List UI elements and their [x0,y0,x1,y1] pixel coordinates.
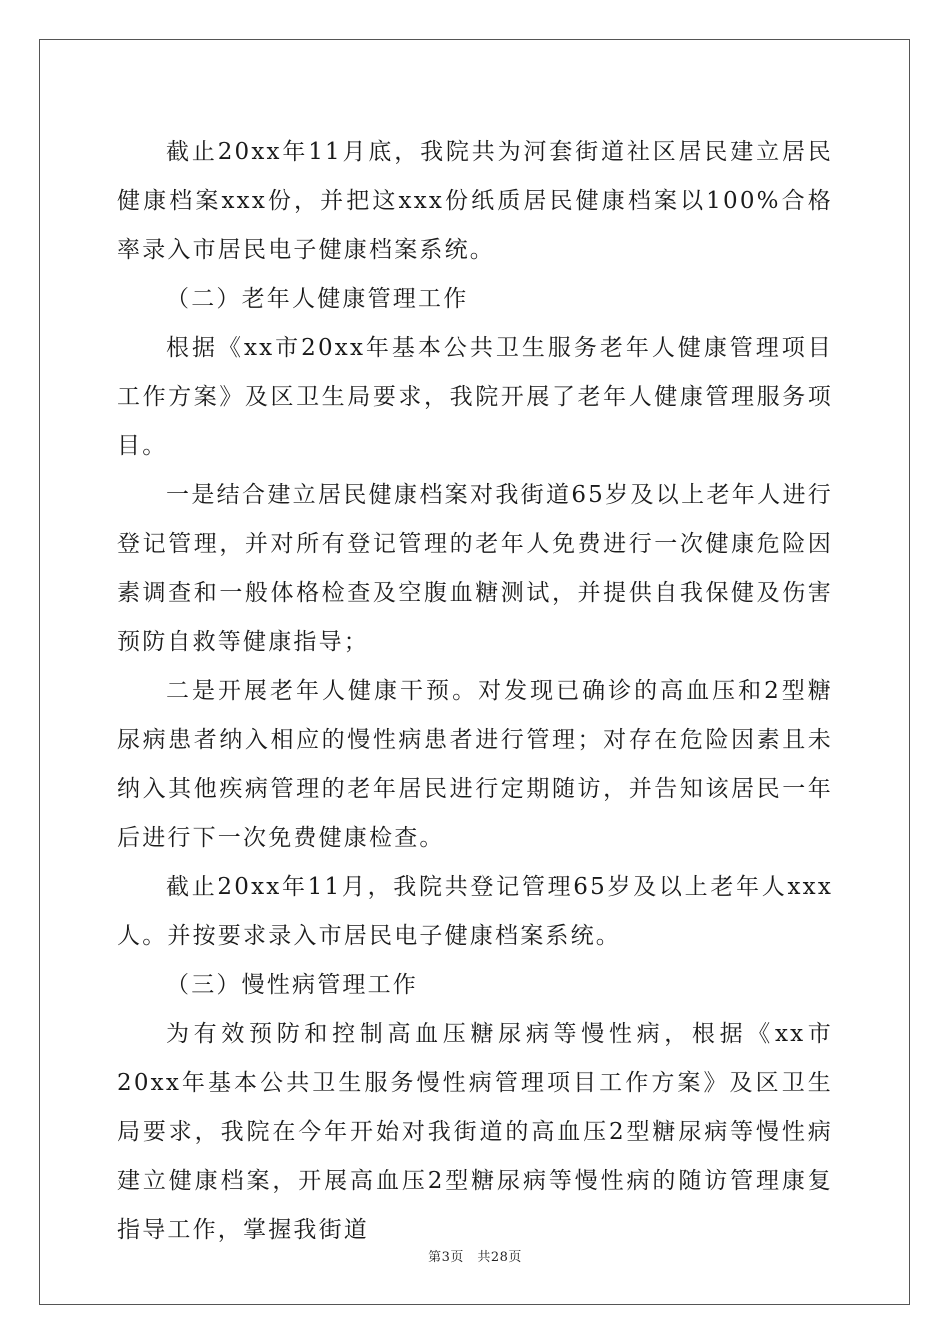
page-number: 第3页 共28页 [428,1250,522,1265]
paragraph-chronic-basis: 为有效预防和控制高血压糖尿病等慢性病，根据《xx市20xx年基本公共卫生服务慢性病管理项目工作方案》及区卫生局要求，我院在今年开始对我街道的高血压2型糖尿病等慢性病建立健康档案，开展高血压2型糖尿病等慢性病的随访管理康复指导工作，掌握我街道 [117,1021,833,1243]
paragraph-elderly-intervention: 二是开展老年人健康干预。对发现已确诊的高血压和2型糖尿病患者纳入相应的慢性病患者进行管理；对存在危险因素且未纳入其他疾病管理的老年居民进行定期随访，并告知该居民一年后进行下一次免费健康检查。 [117,678,833,851]
paragraph-elderly-summary: 截止20xx年11月，我院共登记管理65岁及以上老年人xxx人。并按要求录入市居民电子健康档案系统。 [117,874,833,949]
section-heading-elderly: （二）老年人健康管理工作 [166,286,469,312]
paragraph-elderly-registration: 一是结合建立居民健康档案对我街道65岁及以上老年人进行登记管理，并对所有登记管理的老年人免费进行一次健康危险因素调查和一般体格检查及空腹血糖测试，并提供自我保健及伤害预防自救等健康指导； [117,482,833,655]
paragraph-archive-summary: 截止20xx年11月底，我院共为河套街道社区居民建立居民健康档案xxx份，并把这xxx份纸质居民健康档案以100%合格率录入市居民电子健康档案系统。 [117,139,833,263]
section-heading-chronic: （三）慢性病管理工作 [166,972,418,998]
paragraph-elderly-basis: 根据《xx市20xx年基本公共卫生服务老年人健康管理项目工作方案》及区卫生局要求，我院开展了老年人健康管理服务项目。 [117,335,833,459]
document-body [117,128,833,1255]
